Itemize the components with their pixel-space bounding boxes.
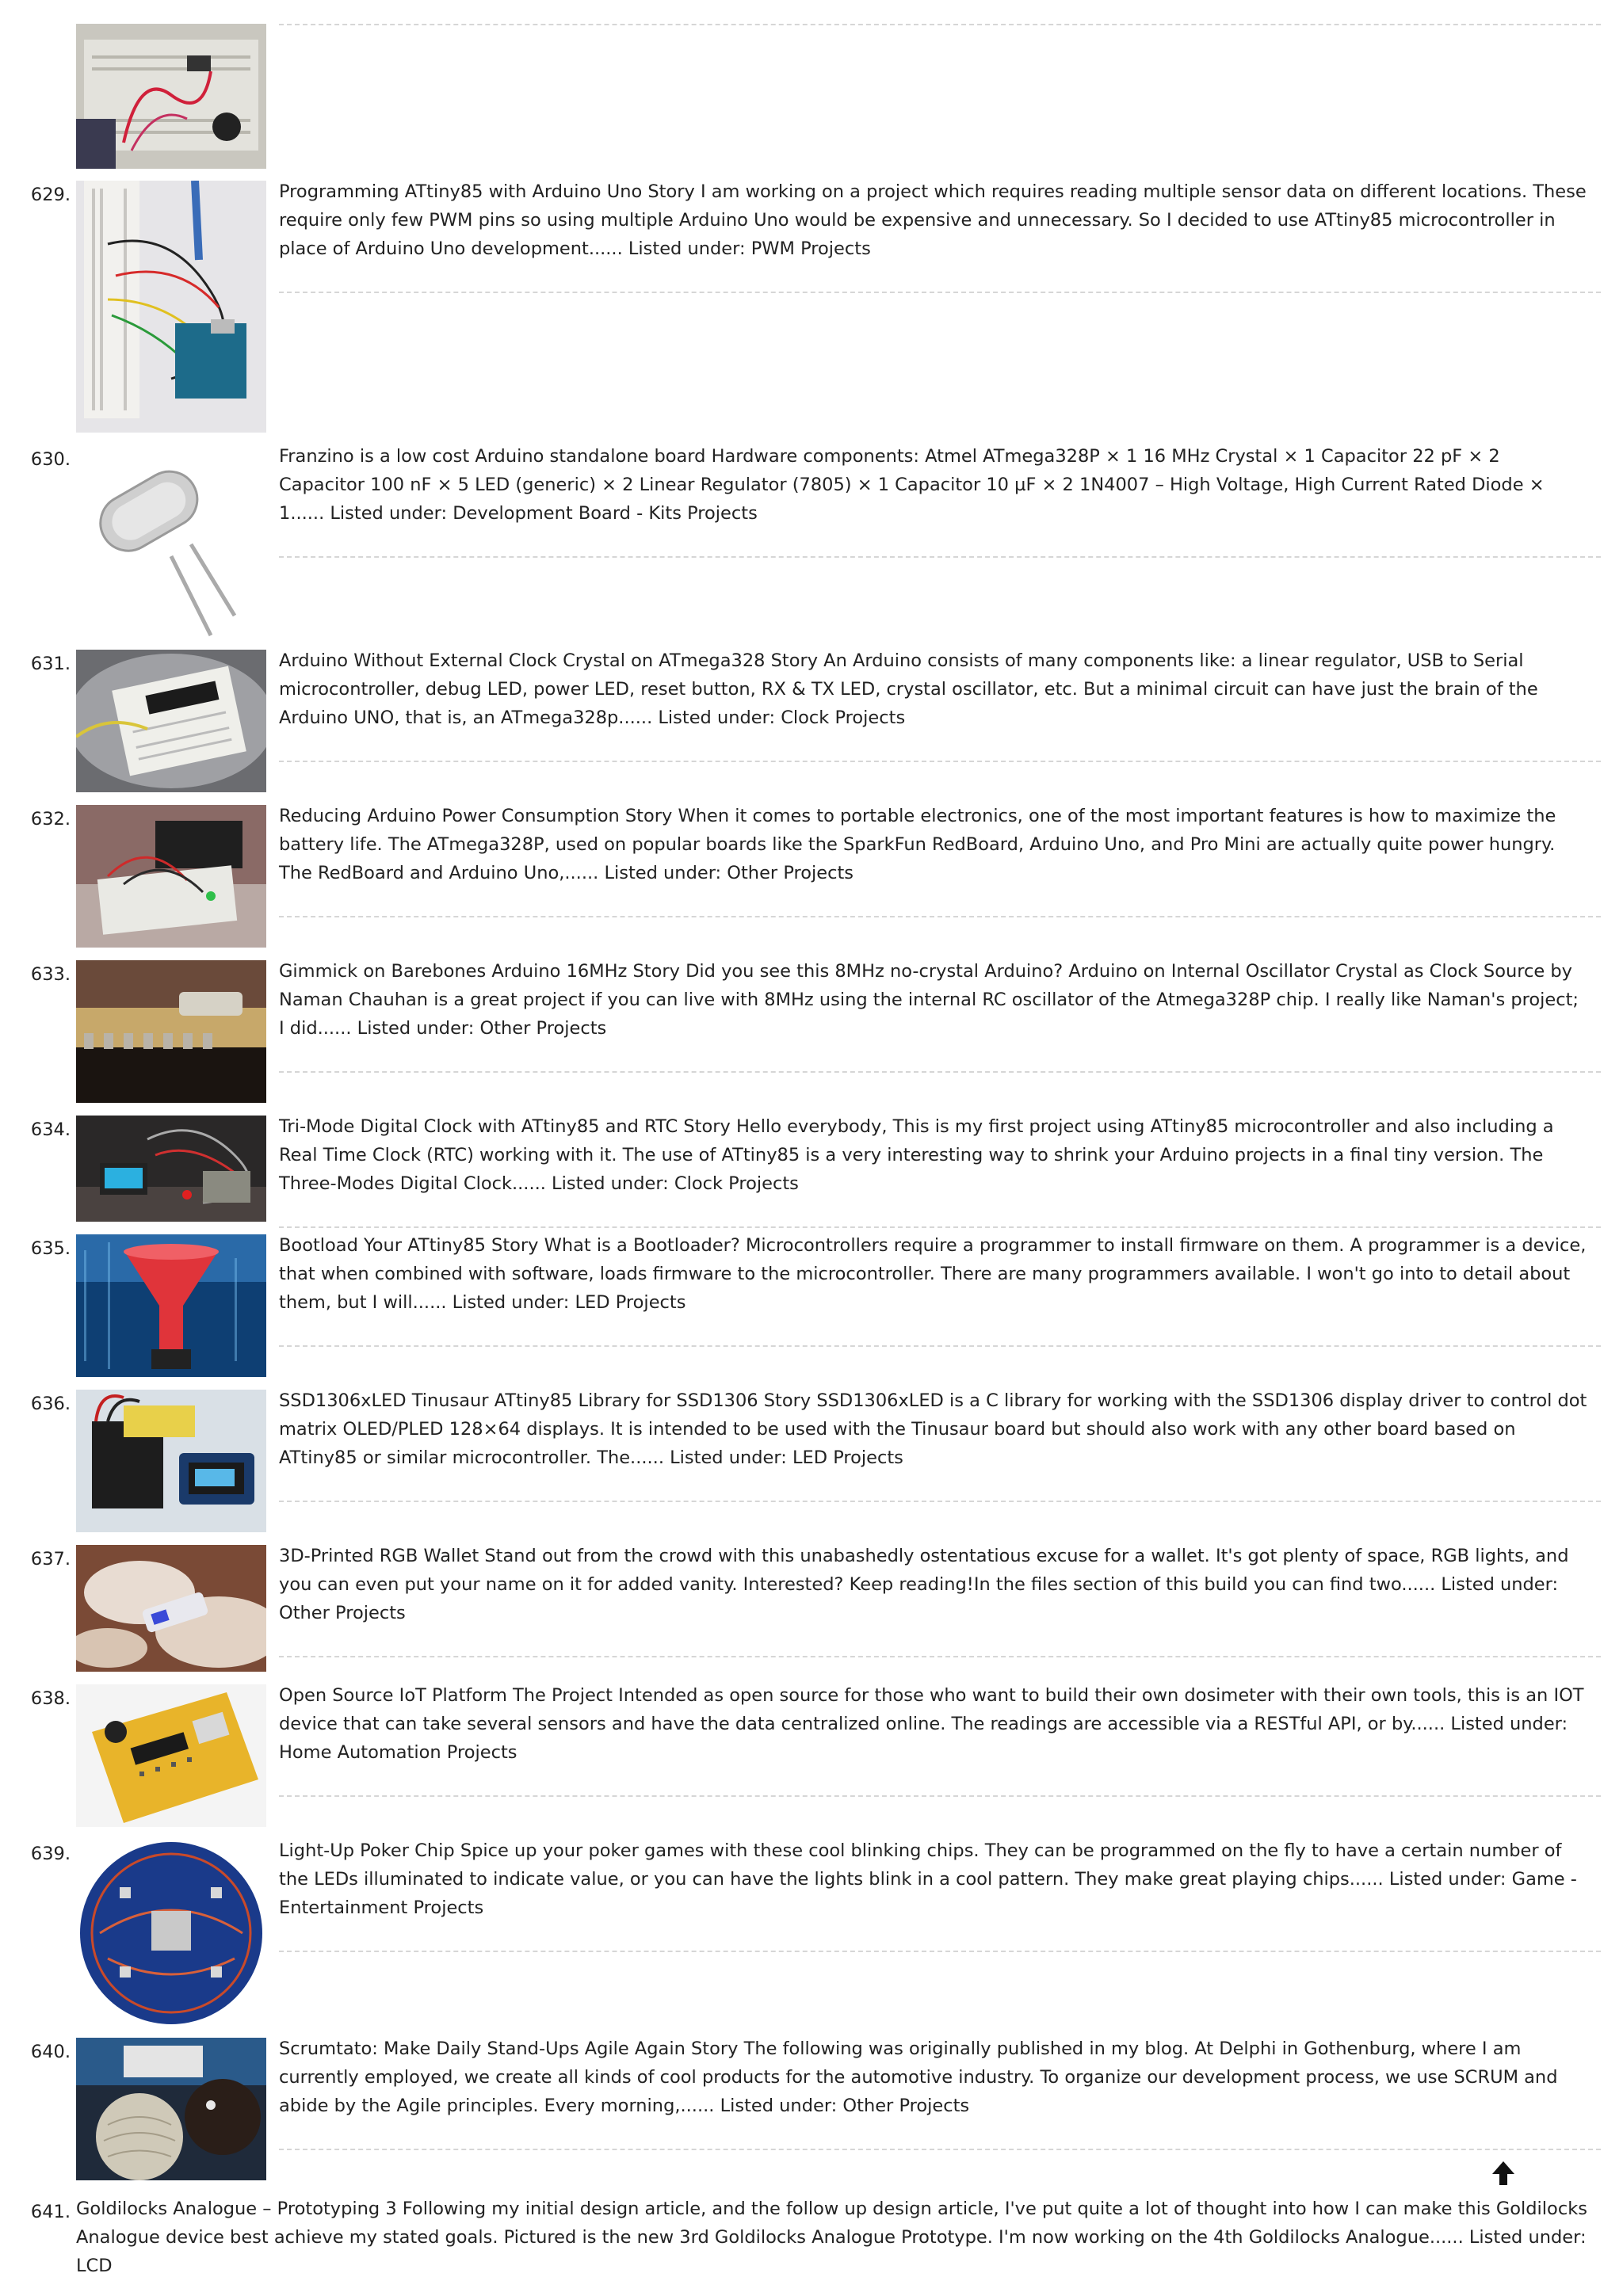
- item-number: 631.: [30, 654, 71, 674]
- arrow-up-icon: [1490, 2160, 1517, 2187]
- separator: [279, 1951, 1601, 1952]
- project-thumbnail[interactable]: [76, 960, 266, 1103]
- item-number: 635.: [30, 1238, 71, 1259]
- separator: [279, 1656, 1601, 1657]
- project-thumbnail[interactable]: [76, 445, 266, 639]
- separator: [279, 1795, 1601, 1797]
- project-description[interactable]: Gimmick on Barebones Arduino 16MHz Story Did you see this 8MHz no-crystal Arduino? Arduino on Internal Oscillator Crystal as Clock Source by Naman Chauhan is a great project if you can live with 8MHz using the internal RC oscillator of the Atmega328P chip. I really like Naman's project; I did...... Listed under: Other Projects: [279, 961, 1579, 1039]
- project-description[interactable]: Programming ATtiny85 with Arduino Uno Story I am working on a project which requires reading multiple sensor data on different locations. These require only few PWM pins so using multiple Arduino Uno would be expensive and unnecessary. So I decided to use ATtiny85 microcontroller in place of Arduino Uno development...... Listed under: PWM Projects: [279, 181, 1587, 259]
- project-thumbnail[interactable]: [76, 1684, 266, 1827]
- separator: [279, 916, 1601, 917]
- project-thumbnail[interactable]: [76, 650, 266, 792]
- project-thumbnail[interactable]: [76, 2038, 266, 2180]
- project-description[interactable]: 3D-Printed RGB Wallet Stand out from the crowd with this unabashedly ostentatious excuse for a wallet. It's got plenty of space, RGB lights, and you can even put your name on it for added vanity. Interested? Keep reading!In the files section of this build you can find two...... Listed under: Other Projects: [279, 1546, 1569, 1623]
- item-number: 634.: [30, 1119, 71, 1140]
- separator: [279, 1501, 1601, 1502]
- item-number: 632.: [30, 809, 71, 830]
- project-thumbnail[interactable]: [76, 1390, 266, 1532]
- project-description[interactable]: Franzino is a low cost Arduino standalone board Hardware components: Atmel ATmega328P × 1 16 MHz Crystal × 1 Capacitor 22 pF × 2 Capacitor 100 nF × 5 LED (generic) × 2 Linear Regulator (7805) × 1 Capacitor 10 µF × 2 1N4007 – High Voltage, High Current Rated Diode × 1...... Listed under: Development Board - Kits Projects: [279, 446, 1545, 524]
- project-thumbnail[interactable]: [76, 1234, 266, 1377]
- item-number: 633.: [30, 964, 71, 985]
- item-number: 637.: [30, 1549, 71, 1569]
- separator: [279, 292, 1601, 293]
- item-number: 639.: [30, 1844, 71, 1864]
- project-description[interactable]: Light-Up Poker Chip Spice up your poker games with these cool blinking chips. They can be programmed on the fly to have a certain number of the LEDs illuminated to indicate value, or you can have the lights blink in a cool pattern. They make great playing chips...... Listed under: Game - Entertainment Projects: [279, 1840, 1577, 1918]
- project-thumbnail[interactable]: [76, 181, 266, 433]
- project-thumbnail[interactable]: [76, 805, 266, 948]
- separator: [279, 2149, 1601, 2150]
- item-number: 641.: [30, 2202, 71, 2222]
- project-description[interactable]: Bootload Your ATtiny85 Story What is a Bootloader? Microcontrollers require a programmer to install firmware on them. A programmer is a device, that when combined with software, loads firmware to the microcontroller. There are many programmers available. I won't go into to detail about them, but I will...... Listed under: LED Projects: [279, 1235, 1587, 1313]
- project-description[interactable]: Tri-Mode Digital Clock with ATtiny85 and RTC Story Hello everybody, This is my first project using ATtiny85 microcontroller and also including a Real Time Clock (RTC) working with it. The use of ATtiny85 is a very interesting way to shrink your Arduino projects in a final tiny version. The Three-Modes Digital Clock...... Listed under: Clock Projects: [279, 1116, 1554, 1194]
- project-description[interactable]: Reducing Arduino Power Consumption Story When it comes to portable electronics, one of the most important features is how to maximize the battery life. The ATmega328P, used on popular boards like the SparkFun RedBoard, Arduino Uno, and Pro Mini are actually quite power hungry. The RedBoard and Arduino Uno,...... Listed under: Other Projects: [279, 806, 1556, 883]
- item-number: 630.: [30, 449, 71, 470]
- project-description[interactable]: Scrumtato: Make Daily Stand-Ups Agile Again Story The following was originally published in my blog. At Delphi in Gothenburg, where I am currently employed, we create all kinds of cool products for the automotive industry. To organize our development process, we use SCRUM and abide by the Agile principles. Every morning,...... Listed under: Other Projects: [279, 2039, 1558, 2116]
- project-description[interactable]: Goldilocks Analogue – Prototyping 3 Following my initial design article, and the follow up design article, I've put quite a lot of thought into how I can make this Goldilocks Analogue device best achieve my stated goals. Pictured is the new 3rd Goldilocks Analogue Prototype. I'm now working on the 4th Goldilocks Analogue...... Listed under: LCD: [76, 2199, 1587, 2276]
- back-to-top-button[interactable]: [1490, 2160, 1517, 2187]
- item-number: 629.: [30, 185, 71, 205]
- separator: [279, 1345, 1601, 1347]
- separator: [279, 556, 1601, 558]
- separator: [279, 761, 1601, 762]
- item-number: 638.: [30, 1688, 71, 1709]
- item-number: 636.: [30, 1394, 71, 1414]
- project-thumbnail[interactable]: [76, 1840, 266, 2027]
- separator: [279, 1071, 1601, 1073]
- separator: [279, 1226, 1601, 1228]
- project-description[interactable]: SSD1306xLED Tinusaur ATtiny85 Library for SSD1306 Story SSD1306xLED is a C library for working with the SSD1306 display driver to control dot matrix OLED/PLED 128×64 displays. It is intended to be used with the Tinusaur board but should also work with any other board based on ATtiny85 or similar microcontroller. The...... Listed under: LED Projects: [279, 1390, 1587, 1468]
- project-description[interactable]: Open Source IoT Platform The Project Intended as open source for those who want to build their own dosimeter with their own tools, this is an IOT device that can take several sensors and have the data centralized online. The readings are accessible via a RESTful API, or by...... Listed under: Home Automation Projects: [279, 1685, 1584, 1763]
- project-thumbnail[interactable]: [76, 1545, 266, 1672]
- project-thumbnail-628[interactable]: [76, 24, 266, 169]
- project-description[interactable]: Arduino Without External Clock Crystal on ATmega328 Story An Arduino consists of many components like: a linear regulator, USB to Serial microcontroller, debug LED, power LED, reset button, RX & TX LED, crystal oscillator, etc. But a minimal circuit can have just the brain of the Arduino UNO, that is, an ATmega328p...... Listed under: Clock Projects: [279, 650, 1538, 728]
- separator: [279, 24, 1601, 25]
- project-thumbnail[interactable]: [76, 1116, 266, 1222]
- item-number: 640.: [30, 2042, 71, 2062]
